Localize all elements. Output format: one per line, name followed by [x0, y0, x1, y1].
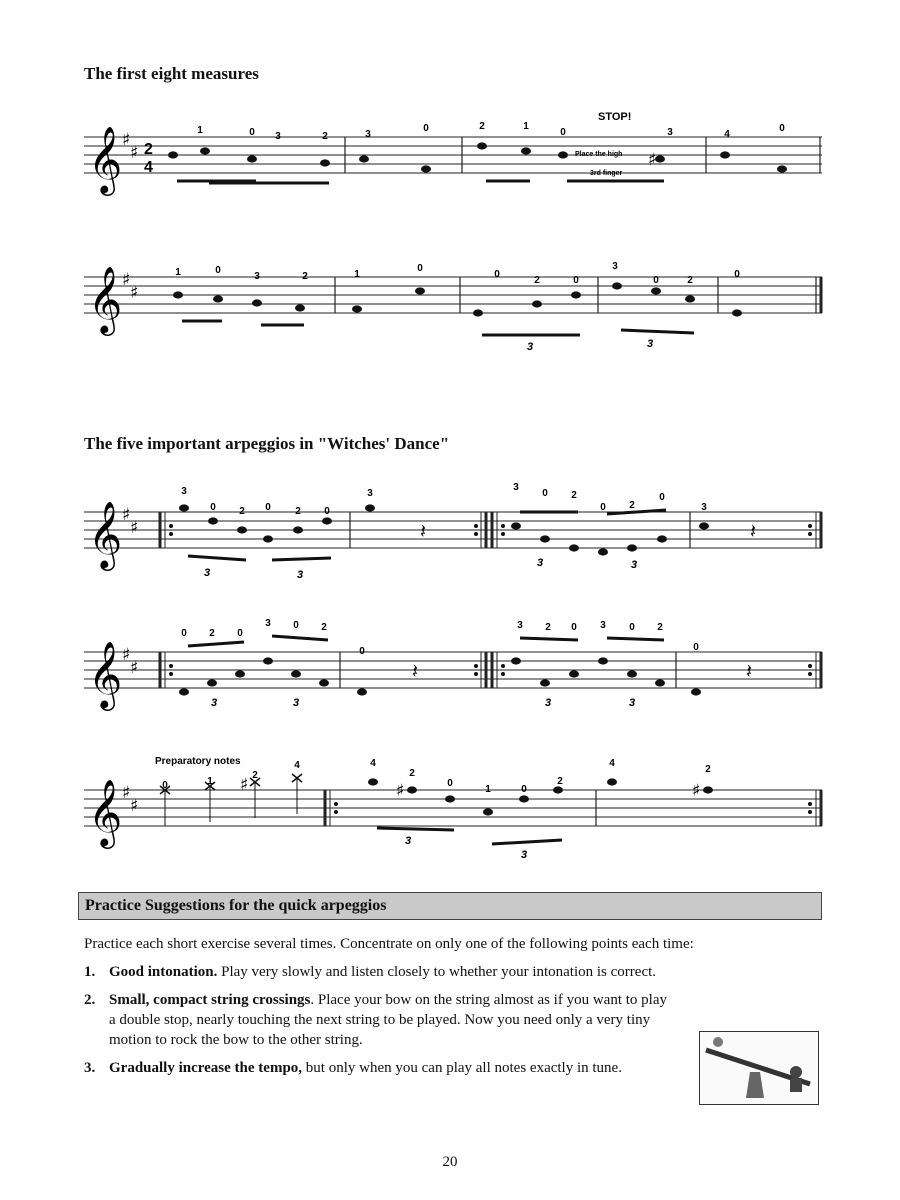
- triplet-labels: [211, 697, 635, 709]
- svg-text:1: 1: [485, 784, 491, 795]
- svg-text:0: 0: [659, 492, 665, 503]
- svg-text:2: 2: [409, 768, 415, 779]
- sharp-accidental-icon: ♯: [648, 150, 657, 170]
- svg-text:2: 2: [705, 764, 711, 775]
- svg-text:2: 2: [534, 275, 540, 286]
- svg-text:3: 3: [513, 482, 519, 493]
- noteheads: [179, 657, 701, 695]
- sharp-accidental-icon: ♯: [396, 781, 405, 801]
- sharp-f-icon: ♯: [122, 130, 131, 150]
- svg-text:2: 2: [629, 500, 635, 511]
- high-finger-note-line1: Place the high: [575, 151, 623, 158]
- svg-text:0: 0: [181, 628, 187, 639]
- svg-text:3: 3: [701, 502, 707, 513]
- svg-text:0: 0: [162, 780, 168, 791]
- svg-text:1: 1: [207, 776, 213, 787]
- triplet-labels: [405, 835, 527, 861]
- svg-text:1: 1: [197, 125, 203, 136]
- svg-text:0: 0: [215, 265, 221, 276]
- svg-text:0: 0: [600, 502, 606, 513]
- preparatory-x-notes: [160, 774, 302, 826]
- svg-text:3: 3: [292, 697, 300, 709]
- svg-text:0: 0: [494, 269, 500, 280]
- staff-lines: [84, 277, 822, 313]
- svg-text:0: 0: [237, 628, 243, 639]
- sharp-c-icon: ♯: [130, 283, 139, 303]
- sharp-f-icon: ♯: [122, 645, 131, 665]
- practice-suggestions-header: [78, 892, 822, 920]
- svg-text:2: 2: [479, 121, 485, 132]
- sharp-c-icon: ♯: [130, 658, 139, 678]
- svg-text:3: 3: [630, 559, 638, 571]
- section-heading-arpeggios: The five important arpeggios in "Witches' Dance": [84, 434, 450, 453]
- svg-text:3: 3: [365, 129, 371, 140]
- svg-text:2: 2: [687, 275, 693, 286]
- svg-text:0: 0: [249, 127, 255, 138]
- sharp-accidental-icon: ♯: [240, 775, 249, 795]
- svg-text:2: 2: [295, 506, 301, 517]
- svg-text:1: 1: [523, 121, 529, 132]
- svg-text:0: 0: [359, 646, 365, 657]
- treble-clef-icon: 𝄞: [88, 778, 123, 846]
- svg-text:2: 2: [571, 490, 577, 501]
- svg-text:4: 4: [294, 760, 300, 771]
- noteheads: [173, 282, 742, 316]
- svg-text:0: 0: [324, 506, 330, 517]
- svg-text:3: 3: [667, 127, 673, 138]
- staff-lines: [84, 790, 822, 826]
- page-number: 20: [442, 1154, 458, 1170]
- svg-text:𝄽: 𝄽: [412, 661, 419, 683]
- sharp-f-icon: ♯: [122, 270, 131, 290]
- svg-text:3: 3: [520, 849, 528, 861]
- practice-item: 1. Good intonation. Play very slowly and listen closely to whether your intonation is correct.: [84, 964, 657, 980]
- noteheads: [368, 778, 713, 815]
- beams: [182, 321, 694, 335]
- svg-text:0: 0: [653, 275, 659, 286]
- practice-suggestions-title: Practice Suggestions for the quick arpeggios: [85, 897, 387, 914]
- svg-text:3: 3: [203, 567, 211, 579]
- svg-text:3: 3: [612, 261, 618, 272]
- svg-text:3: 3: [628, 697, 636, 709]
- preparatory-notes-label: Preparatory notes: [155, 756, 241, 767]
- svg-text:0: 0: [573, 275, 579, 286]
- svg-text:0: 0: [417, 263, 423, 274]
- svg-text:3: 3: [517, 620, 523, 631]
- fingerings: [175, 261, 740, 286]
- music-staff-4: [0, 610, 900, 730]
- svg-text:2: 2: [209, 628, 215, 639]
- svg-text:2: 2: [322, 131, 328, 142]
- svg-text:0: 0: [423, 123, 429, 134]
- svg-text:0: 0: [265, 502, 271, 513]
- svg-text:3: 3: [275, 131, 281, 142]
- time-signature-bottom: 4: [144, 159, 153, 176]
- music-staff-1: [0, 95, 900, 205]
- svg-text:3: 3: [181, 486, 187, 497]
- staff-lines: [84, 652, 822, 688]
- seesaw-illustration-icon: [699, 1031, 819, 1105]
- practice-item: 2. Small, compact string crossings. Place your bow on the string almost as if you want to play a double stop, nearly touching the next string to be played. Now you need only a very tiny motion to rock the bow to the other string.: [84, 992, 667, 1048]
- triplet-labels: [527, 338, 653, 353]
- svg-text:2: 2: [657, 622, 663, 633]
- svg-text:2: 2: [239, 506, 245, 517]
- beams: [177, 181, 664, 183]
- svg-text:3: 3: [600, 620, 606, 631]
- fingerings: [197, 121, 785, 142]
- svg-text:3: 3: [526, 341, 534, 353]
- staff-lines: [84, 137, 822, 173]
- stop-label: STOP!: [598, 111, 632, 123]
- triplet-labels: [204, 557, 637, 581]
- svg-text:2: 2: [252, 770, 258, 781]
- svg-text:3: 3: [254, 271, 260, 282]
- high-finger-note-line2: 3rd finger: [590, 170, 623, 177]
- svg-text:0: 0: [210, 502, 216, 513]
- svg-text:1: 1: [354, 269, 360, 280]
- beams: [188, 636, 664, 646]
- treble-clef-icon: 𝄞: [88, 265, 123, 333]
- svg-text:2: 2: [321, 622, 327, 633]
- svg-text:3: 3: [544, 697, 552, 709]
- svg-text:3: 3: [296, 569, 304, 581]
- svg-text:0: 0: [629, 622, 635, 633]
- svg-text:3: 3: [367, 488, 373, 499]
- beams: [188, 510, 666, 560]
- music-staff-5: [0, 748, 900, 868]
- sharp-c-icon: ♯: [130, 796, 139, 816]
- practice-intro: Practice each short exercise several times. Concentrate on only one of the following points each time:: [84, 936, 694, 952]
- time-signature-top: 2: [144, 141, 153, 158]
- svg-text:0: 0: [293, 620, 299, 631]
- sharp-c-icon: ♯: [130, 518, 139, 538]
- sharp-f-icon: ♯: [122, 783, 131, 803]
- svg-text:3: 3: [536, 557, 544, 569]
- treble-clef-icon: 𝄞: [88, 640, 123, 708]
- svg-text:0: 0: [521, 784, 527, 795]
- svg-text:0: 0: [734, 269, 740, 280]
- treble-clef-icon: 𝄞: [88, 500, 123, 568]
- svg-text:4: 4: [609, 758, 615, 769]
- svg-text:3: 3: [210, 697, 218, 709]
- svg-text:0: 0: [779, 123, 785, 134]
- svg-text:𝄽: 𝄽: [420, 521, 427, 543]
- svg-text:3: 3: [265, 618, 271, 629]
- svg-text:1: 1: [175, 267, 181, 278]
- svg-text:2: 2: [302, 271, 308, 282]
- music-staff-3: [0, 470, 900, 590]
- staff-lines: [84, 512, 822, 548]
- svg-text:3: 3: [646, 338, 654, 350]
- svg-text:3: 3: [404, 835, 412, 847]
- svg-text:4: 4: [370, 758, 376, 769]
- practice-item: 3. Gradually increase the tempo, but only when you can play all notes exactly in tune.: [84, 1060, 622, 1076]
- svg-text:2: 2: [545, 622, 551, 633]
- svg-text:0: 0: [571, 622, 577, 633]
- svg-text:2: 2: [557, 776, 563, 787]
- svg-text:𝄽: 𝄽: [746, 661, 753, 683]
- svg-text:4: 4: [724, 129, 730, 140]
- noteheads: [168, 142, 787, 172]
- svg-text:0: 0: [693, 642, 699, 653]
- sharp-accidental-icon: ♯: [692, 781, 701, 801]
- svg-text:0: 0: [542, 488, 548, 499]
- section-heading-first-eight: The first eight measures: [84, 64, 259, 83]
- svg-text:0: 0: [560, 127, 566, 138]
- practice-list: [84, 962, 674, 1086]
- sharp-f-icon: ♯: [122, 505, 131, 525]
- rests: [412, 661, 752, 683]
- sharp-c-icon: ♯: [130, 143, 139, 163]
- svg-text:𝄽: 𝄽: [750, 521, 757, 543]
- treble-clef-icon: 𝄞: [88, 125, 123, 193]
- svg-text:0: 0: [447, 778, 453, 789]
- music-staff-2: [0, 235, 900, 355]
